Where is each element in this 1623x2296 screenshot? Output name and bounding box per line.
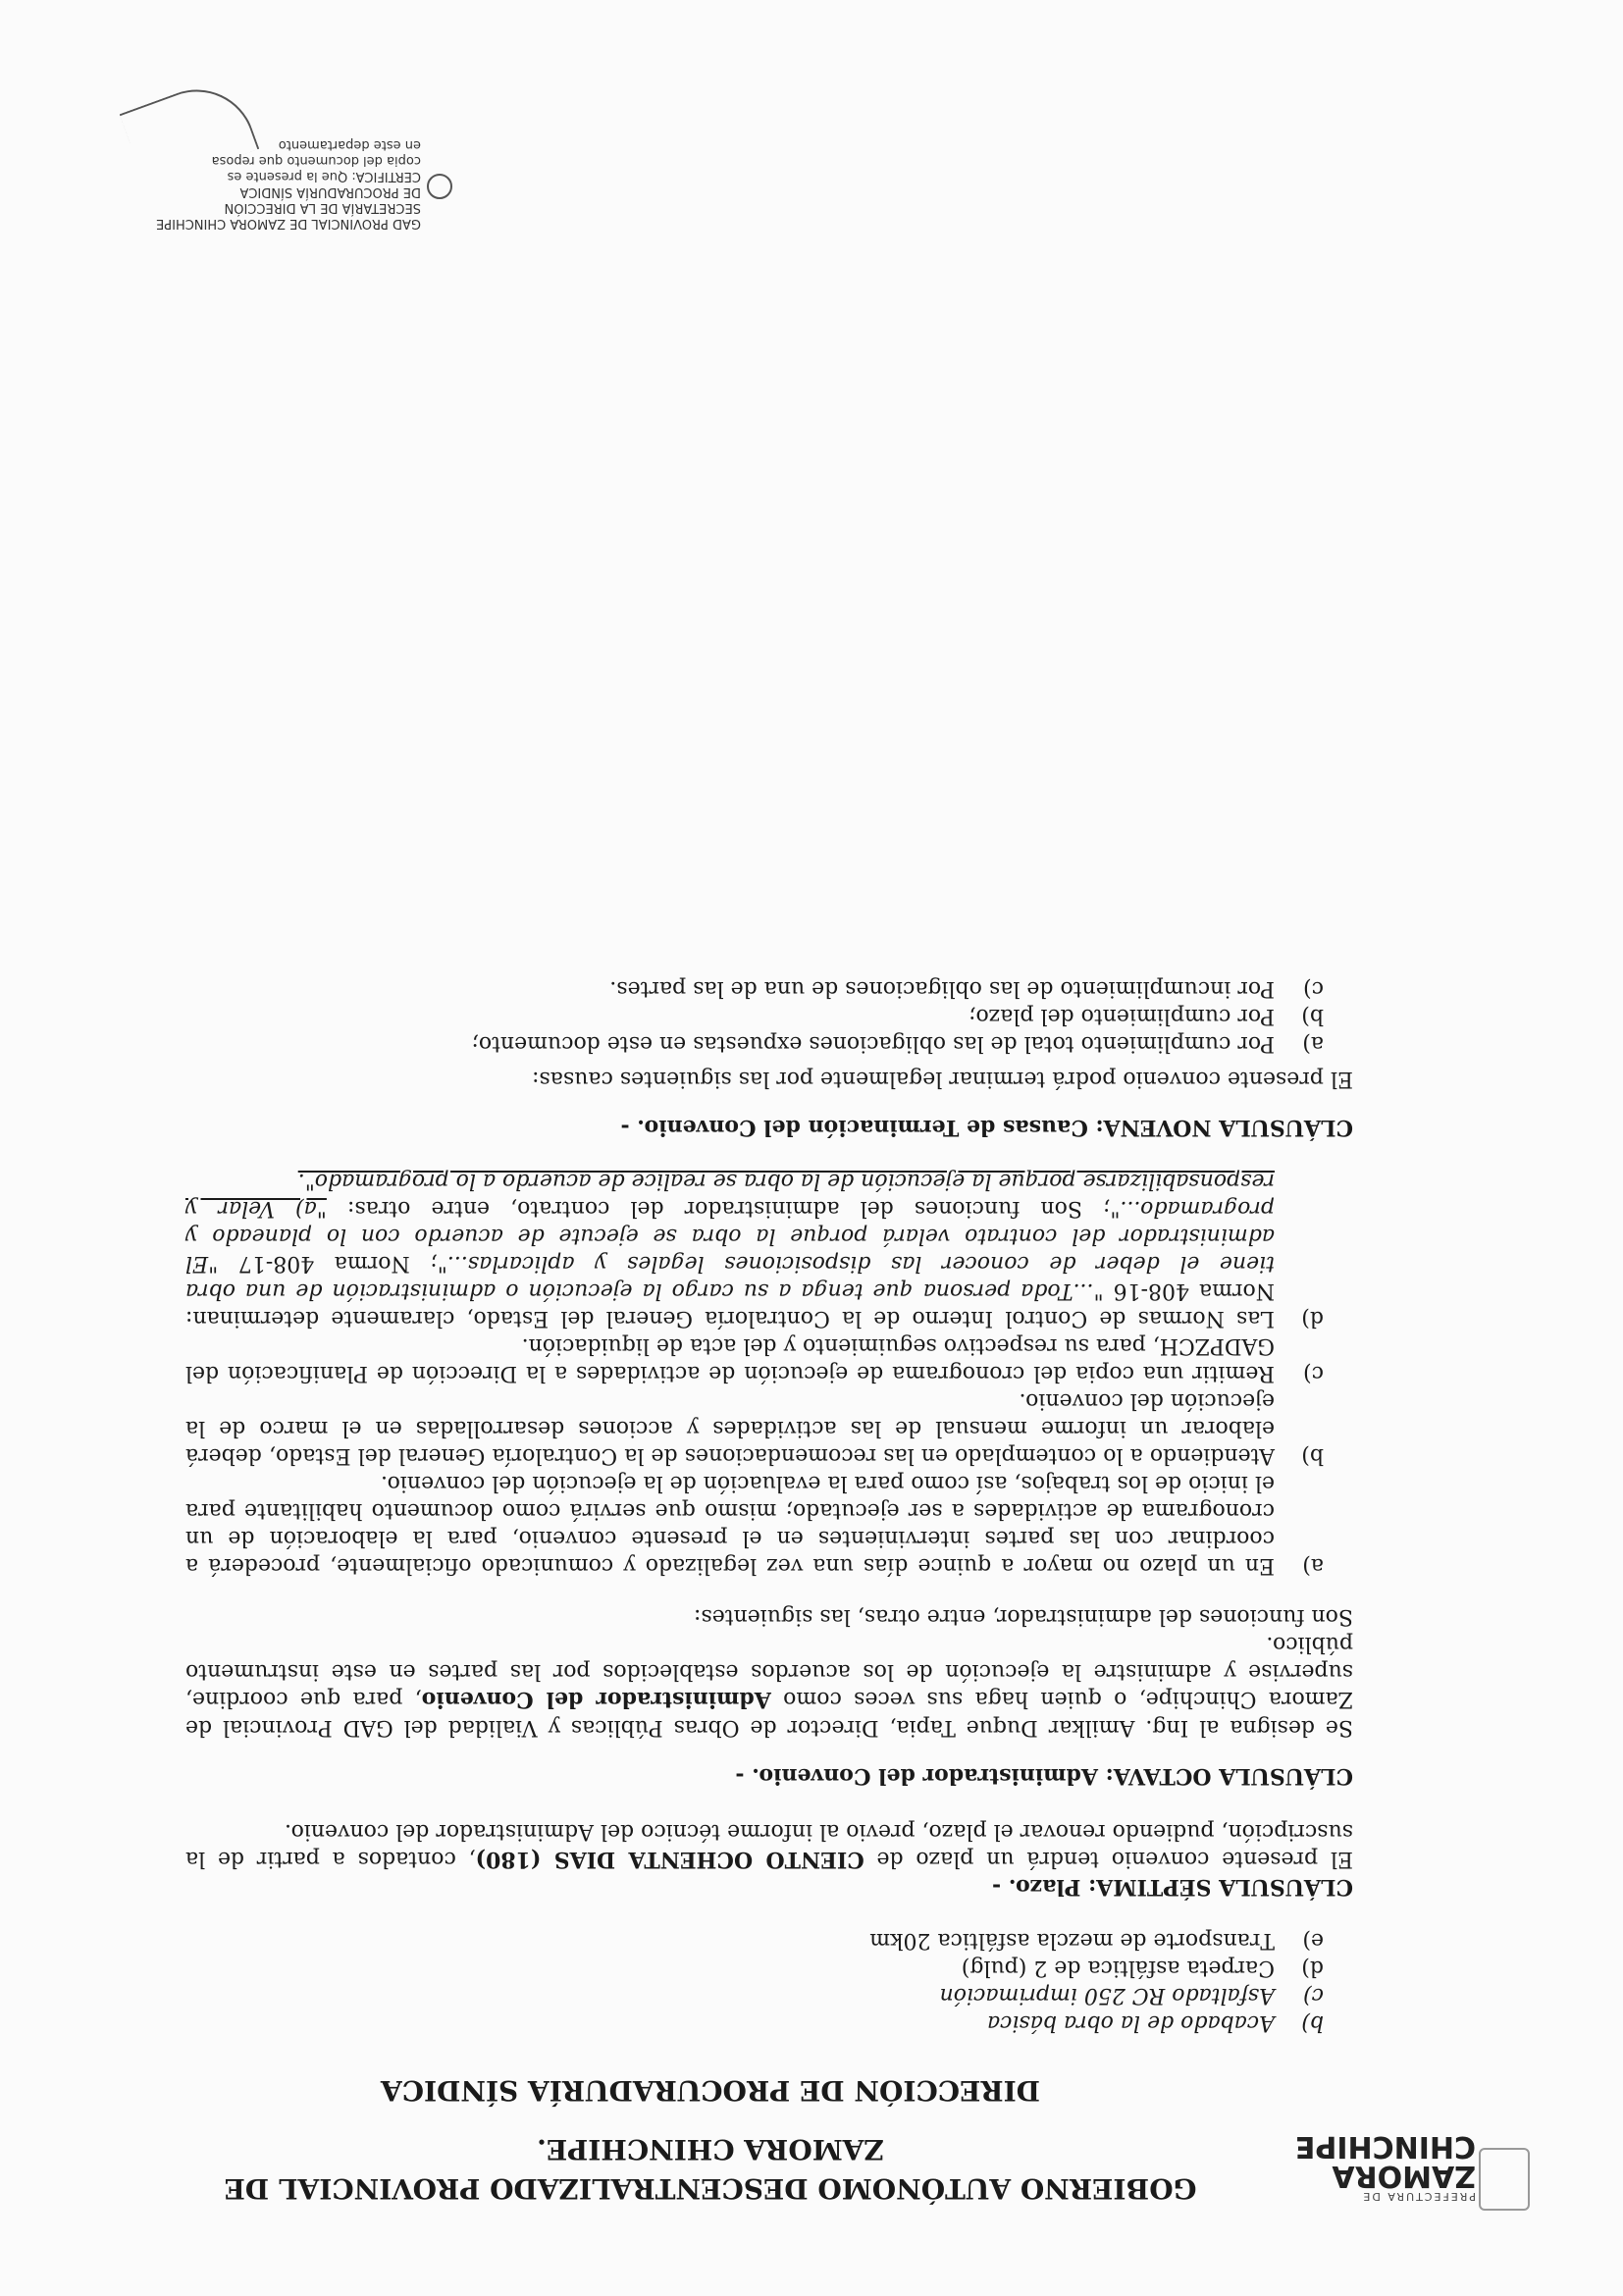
header-line1: GOBIERNO AUTÓNOMO DESCENTRALIZADO PROVINCIAL DE — [224, 2172, 1197, 2205]
coat-of-arms-icon — [1479, 2148, 1530, 2211]
list-item: a) En un plazo no mayor a quince días una vez legalizado y comunicado oficialmente, procederá a coordinar con las partes intervinientes en el presente convenio, para la elaboración de un cronograma de actividades a ser ejecutado; mismo que servirá como documento habilitante para el inicio de los trabajos, así como para la evaluación de la ejecución del convenio. — [185, 1471, 1324, 1578]
list-item: c) Remitir una copia del cronograma de ejecución de actividades a la Dirección de Planificación del GADPZCH, para su respectivo seguimiento y del acta de liquidación. — [185, 1333, 1324, 1385]
logo-name-line1: ZAMORA — [1332, 2159, 1476, 2193]
clause-eight-functions-intro: Son funciones del administrador, entre otras, las siguientes: — [694, 1604, 1353, 1629]
list-item: a) Por cumplimiento total de las obligaciones expuestas en este documento; — [471, 1031, 1324, 1056]
header-line2: ZAMORA CHINCHIPE. — [537, 2133, 884, 2166]
header-line3: DIRECCIÓN DE PROCURADURÍA SÍNDICA — [381, 2074, 1041, 2107]
list-item: b) Por cumplimiento del plazo; — [969, 1004, 1324, 1028]
document-header — [171, 2070, 1250, 2208]
list-item: c) Por incumplimiento de las obligaciones de una de las partes. — [609, 976, 1324, 1001]
prefecture-logo — [1294, 2129, 1476, 2203]
document-body — [185, 974, 1353, 2036]
logo-prefix: PREFECTURA DE — [1361, 2190, 1476, 2203]
list-item: b) Atendiendo a lo contemplado en las recomendaciones de la Contraloría General del Estado, deberá elaborar un informe mensual de las actividades y acciones desarrolladas en el marco de la ejecución del convenio. — [185, 1388, 1324, 1468]
clause-nine-intro: El presente convenio podrá terminar legalmente por las siguientes causas: — [532, 1067, 1353, 1091]
list-item: e) Transporte de mezcla asfáltica 20km — [869, 1928, 1324, 1953]
clause-seven-heading: CLÁUSULA SÉPTIMA: Plazo. - — [992, 1874, 1353, 1900]
clause-eight-paragraph: Se designa al Ing. Amilkar Duque Tapia, Director de Obras Públicas y Vialidad del GAD Provincial de Zamora Chinchipe, o quien haga sus veces como Administrador del Convenio, para que coordine, supervise y administre la ejecución de los acuerdos establecidos por las partes en este instrumento público. — [184, 1632, 1353, 1740]
certification-stamp: GAD PROVINCIAL DE ZAMORA CHINCHIPE SECRETARÍA DE LA DIRECCIÓN DE PROCURADURÍA SÍNDICA CERTIFICA: Que la presente es copia del documento que reposa en este departamento — [136, 136, 421, 231]
list-item: c) Asfaltado RC 250 imprimación — [939, 1983, 1324, 2008]
clause-eight-heading: CLÁUSULA OCTAVA: Administrador del Convenio. - — [735, 1763, 1353, 1789]
list-item: b) Acabado de la obra básica — [986, 2010, 1324, 2035]
works-list — [185, 1926, 1324, 2036]
seal-icon — [427, 174, 452, 199]
clause-seven-text: El presente convenio tendrá un plazo de CIENTO OCHENTA DIAS (180), contados a partir de la suscripción, pudiendo renovar el plazo, previo al informe técnico del Administrador del convenio. — [185, 1819, 1353, 1872]
clause-nine-heading: CLÁUSULA NOVENA: Causas de Terminación del Convenio. - — [620, 1115, 1353, 1140]
logo-name-line2: CHINCHIPE — [1294, 2129, 1476, 2164]
list-item: d) Las Normas de Control Interno de la Contraloría General del Estado, claramente determinan: Norma 408-16 "...Toda persona que tenga a su cargo la ejecución o administración de una obra tiene el deber de conocer las disposiciones legales y aplicarlas..."; Norma 408-17 "El administrador del contrato velará porque la obra se ejecute de acuerdo con lo planeado y programado..."; Son funciones del administrador del contrato, entre otras: "a) Velar y responsabilizarse porque la ejecución de la obra se realice de acuerdo a lo programado". — [184, 1169, 1324, 1331]
list-item: d) Carpeta asfáltica de 2 (pulg) — [961, 1956, 1324, 1980]
